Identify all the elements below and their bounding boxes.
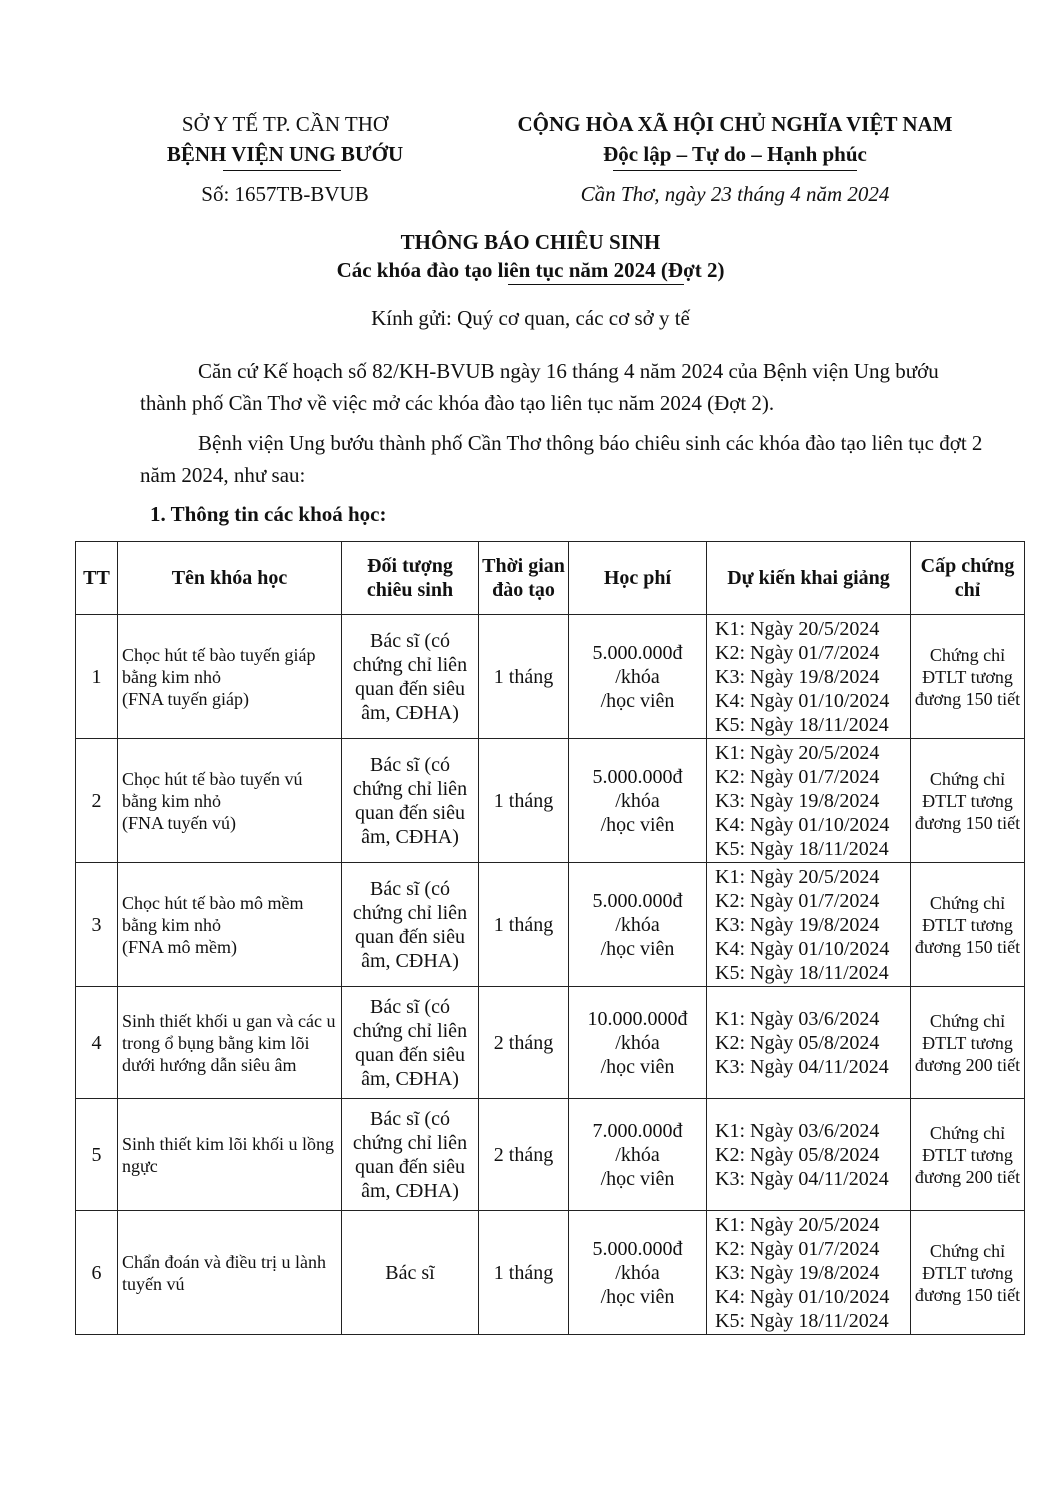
header-course-name: Tên khóa học [118, 542, 342, 615]
header-certificate: Cấp chứng chỉ [911, 542, 1025, 615]
row-tt: 6 [76, 1211, 118, 1335]
row-duration: 1 tháng [479, 615, 569, 739]
table-row [76, 987, 1025, 1099]
row-course-name: Chọc hút tế bào tuyến vú bằng kim nhỏ (FNA tuyến vú) [118, 739, 342, 863]
row-fee: 10.000.000đ /khóa /học viên [569, 987, 707, 1099]
country-name: CỘNG HÒA XÃ HỘI CHỦ NGHĨA VIỆT NAM [517, 112, 953, 136]
table-row [76, 863, 1025, 987]
header-tt: TT [76, 542, 118, 615]
row-duration: 1 tháng [479, 863, 569, 987]
row-target: Bác sĩ [342, 1211, 479, 1335]
notice-title: THÔNG BÁO CHIÊU SINH [400, 230, 661, 254]
table-header-row [76, 542, 1025, 615]
row-fee: 5.000.000đ /khóa /học viên [569, 615, 707, 739]
row-tt: 3 [76, 863, 118, 987]
subtitle-underline [508, 284, 684, 285]
row-duration: 2 tháng [479, 987, 569, 1099]
row-duration: 1 tháng [479, 739, 569, 863]
header-schedule: Dự kiến khai giảng [707, 542, 911, 615]
table-row [76, 1211, 1025, 1335]
row-duration: 2 tháng [479, 1099, 569, 1211]
row-certificate: Chứng chỉ ĐTLT tương đương 150 tiết [911, 1211, 1025, 1335]
row-fee: 5.000.000đ /khóa /học viên [569, 739, 707, 863]
row-certificate: Chứng chỉ ĐTLT tương đương 200 tiết [911, 1099, 1025, 1211]
table-row [76, 615, 1025, 739]
table-row [76, 739, 1025, 863]
row-tt: 5 [76, 1099, 118, 1211]
table-row [76, 1099, 1025, 1211]
document-number: Số: 1657TB-BVUB [201, 182, 369, 206]
header-duration: Thời gian đào tạo [479, 542, 569, 615]
section-1-heading: 1. Thông tin các khoá học: [150, 502, 387, 526]
hospital-name: BỆNH VIỆN UNG BƯỚU [166, 142, 404, 166]
row-schedule: K1: Ngày 20/5/2024 K2: Ngày 01/7/2024 K3: Ngày 19/8/2024 K4: Ngày 01/10/2024 K5: Ngày 18/11/2024 [707, 739, 911, 863]
paragraph-announcement: Bệnh viện Ung bướu thành phố Cần Thơ thông báo chiêu sinh các khóa đào tạo liên tục đợt 2 năm 2024, như sau: [140, 431, 983, 487]
row-course-name: Sinh thiết kim lõi khối u lồng ngực [118, 1099, 342, 1211]
row-certificate: Chứng chỉ ĐTLT tương đương 150 tiết [911, 615, 1025, 739]
row-tt: 2 [76, 739, 118, 863]
place-date: Cần Thơ, ngày 23 tháng 4 năm 2024 [580, 182, 890, 206]
row-tt: 1 [76, 615, 118, 739]
row-course-name: Chọc hút tế bào tuyến giáp bằng kim nhỏ (FNA tuyến giáp) [118, 615, 342, 739]
row-target: Bác sĩ (có chứng chỉ liên quan đến siêu âm, CĐHA) [342, 863, 479, 987]
row-fee: 7.000.000đ /khóa /học viên [569, 1099, 707, 1211]
notice-subtitle: Các khóa đào tạo liên tục năm 2024 (Đợt 2) [336, 258, 725, 282]
course-table [75, 541, 1025, 1335]
row-schedule: K1: Ngày 20/5/2024 K2: Ngày 01/7/2024 K3: Ngày 19/8/2024 K4: Ngày 01/10/2024 K5: Ngày 18/11/2024 [707, 1211, 911, 1335]
row-schedule: K1: Ngày 03/6/2024 K2: Ngày 05/8/2024 K3: Ngày 04/11/2024 [707, 987, 911, 1099]
paragraph-basis: Căn cứ Kế hoạch số 82/KH-BVUB ngày 16 tháng 4 năm 2024 của Bệnh viện Ung bướu thành phố Cần Thơ về việc mở các khóa đào tạo liên tục năm 2024 (Đợt 2). [140, 359, 939, 415]
row-certificate: Chứng chỉ ĐTLT tương đương 150 tiết [911, 739, 1025, 863]
header-fee: Học phí [569, 542, 707, 615]
row-target: Bác sĩ (có chứng chỉ liên quan đến siêu âm, CĐHA) [342, 739, 479, 863]
national-motto: Độc lập – Tự do – Hạnh phúc [603, 142, 867, 166]
row-schedule: K1: Ngày 03/6/2024 K2: Ngày 05/8/2024 K3: Ngày 04/11/2024 [707, 1099, 911, 1211]
row-course-name: Chẩn đoán và điều trị u lành tuyến vú [118, 1211, 342, 1335]
row-schedule: K1: Ngày 20/5/2024 K2: Ngày 01/7/2024 K3: Ngày 19/8/2024 K4: Ngày 01/10/2024 K5: Ngày 18/11/2024 [707, 615, 911, 739]
row-tt: 4 [76, 987, 118, 1099]
agency-name: SỞ Y TẾ TP. CẦN THƠ [181, 112, 389, 136]
row-fee: 5.000.000đ /khóa /học viên [569, 1211, 707, 1335]
row-fee: 5.000.000đ /khóa /học viên [569, 863, 707, 987]
row-schedule: K1: Ngày 20/5/2024 K2: Ngày 01/7/2024 K3: Ngày 19/8/2024 K4: Ngày 01/10/2024 K5: Ngày 18/11/2024 [707, 863, 911, 987]
row-certificate: Chứng chỉ ĐTLT tương đương 200 tiết [911, 987, 1025, 1099]
row-target: Bác sĩ (có chứng chỉ liên quan đến siêu âm, CĐHA) [342, 987, 479, 1099]
recipient-line: Kính gửi: Quý cơ quan, các cơ sở y tế [371, 306, 690, 330]
row-course-name: Sinh thiết khối u gan và các u trong ổ bụng bằng kim lõi dưới hướng dẫn siêu âm [118, 987, 342, 1099]
row-duration: 1 tháng [479, 1211, 569, 1335]
row-target: Bác sĩ (có chứng chỉ liên quan đến siêu âm, CĐHA) [342, 1099, 479, 1211]
row-certificate: Chứng chỉ ĐTLT tương đương 150 tiết [911, 863, 1025, 987]
row-course-name: Chọc hút tế bào mô mềm bằng kim nhỏ (FNA mô mềm) [118, 863, 342, 987]
motto-underline [613, 170, 857, 171]
header-target: Đối tượng chiêu sinh [342, 542, 479, 615]
hospital-underline [223, 170, 341, 171]
row-target: Bác sĩ (có chứng chỉ liên quan đến siêu âm, CĐHA) [342, 615, 479, 739]
